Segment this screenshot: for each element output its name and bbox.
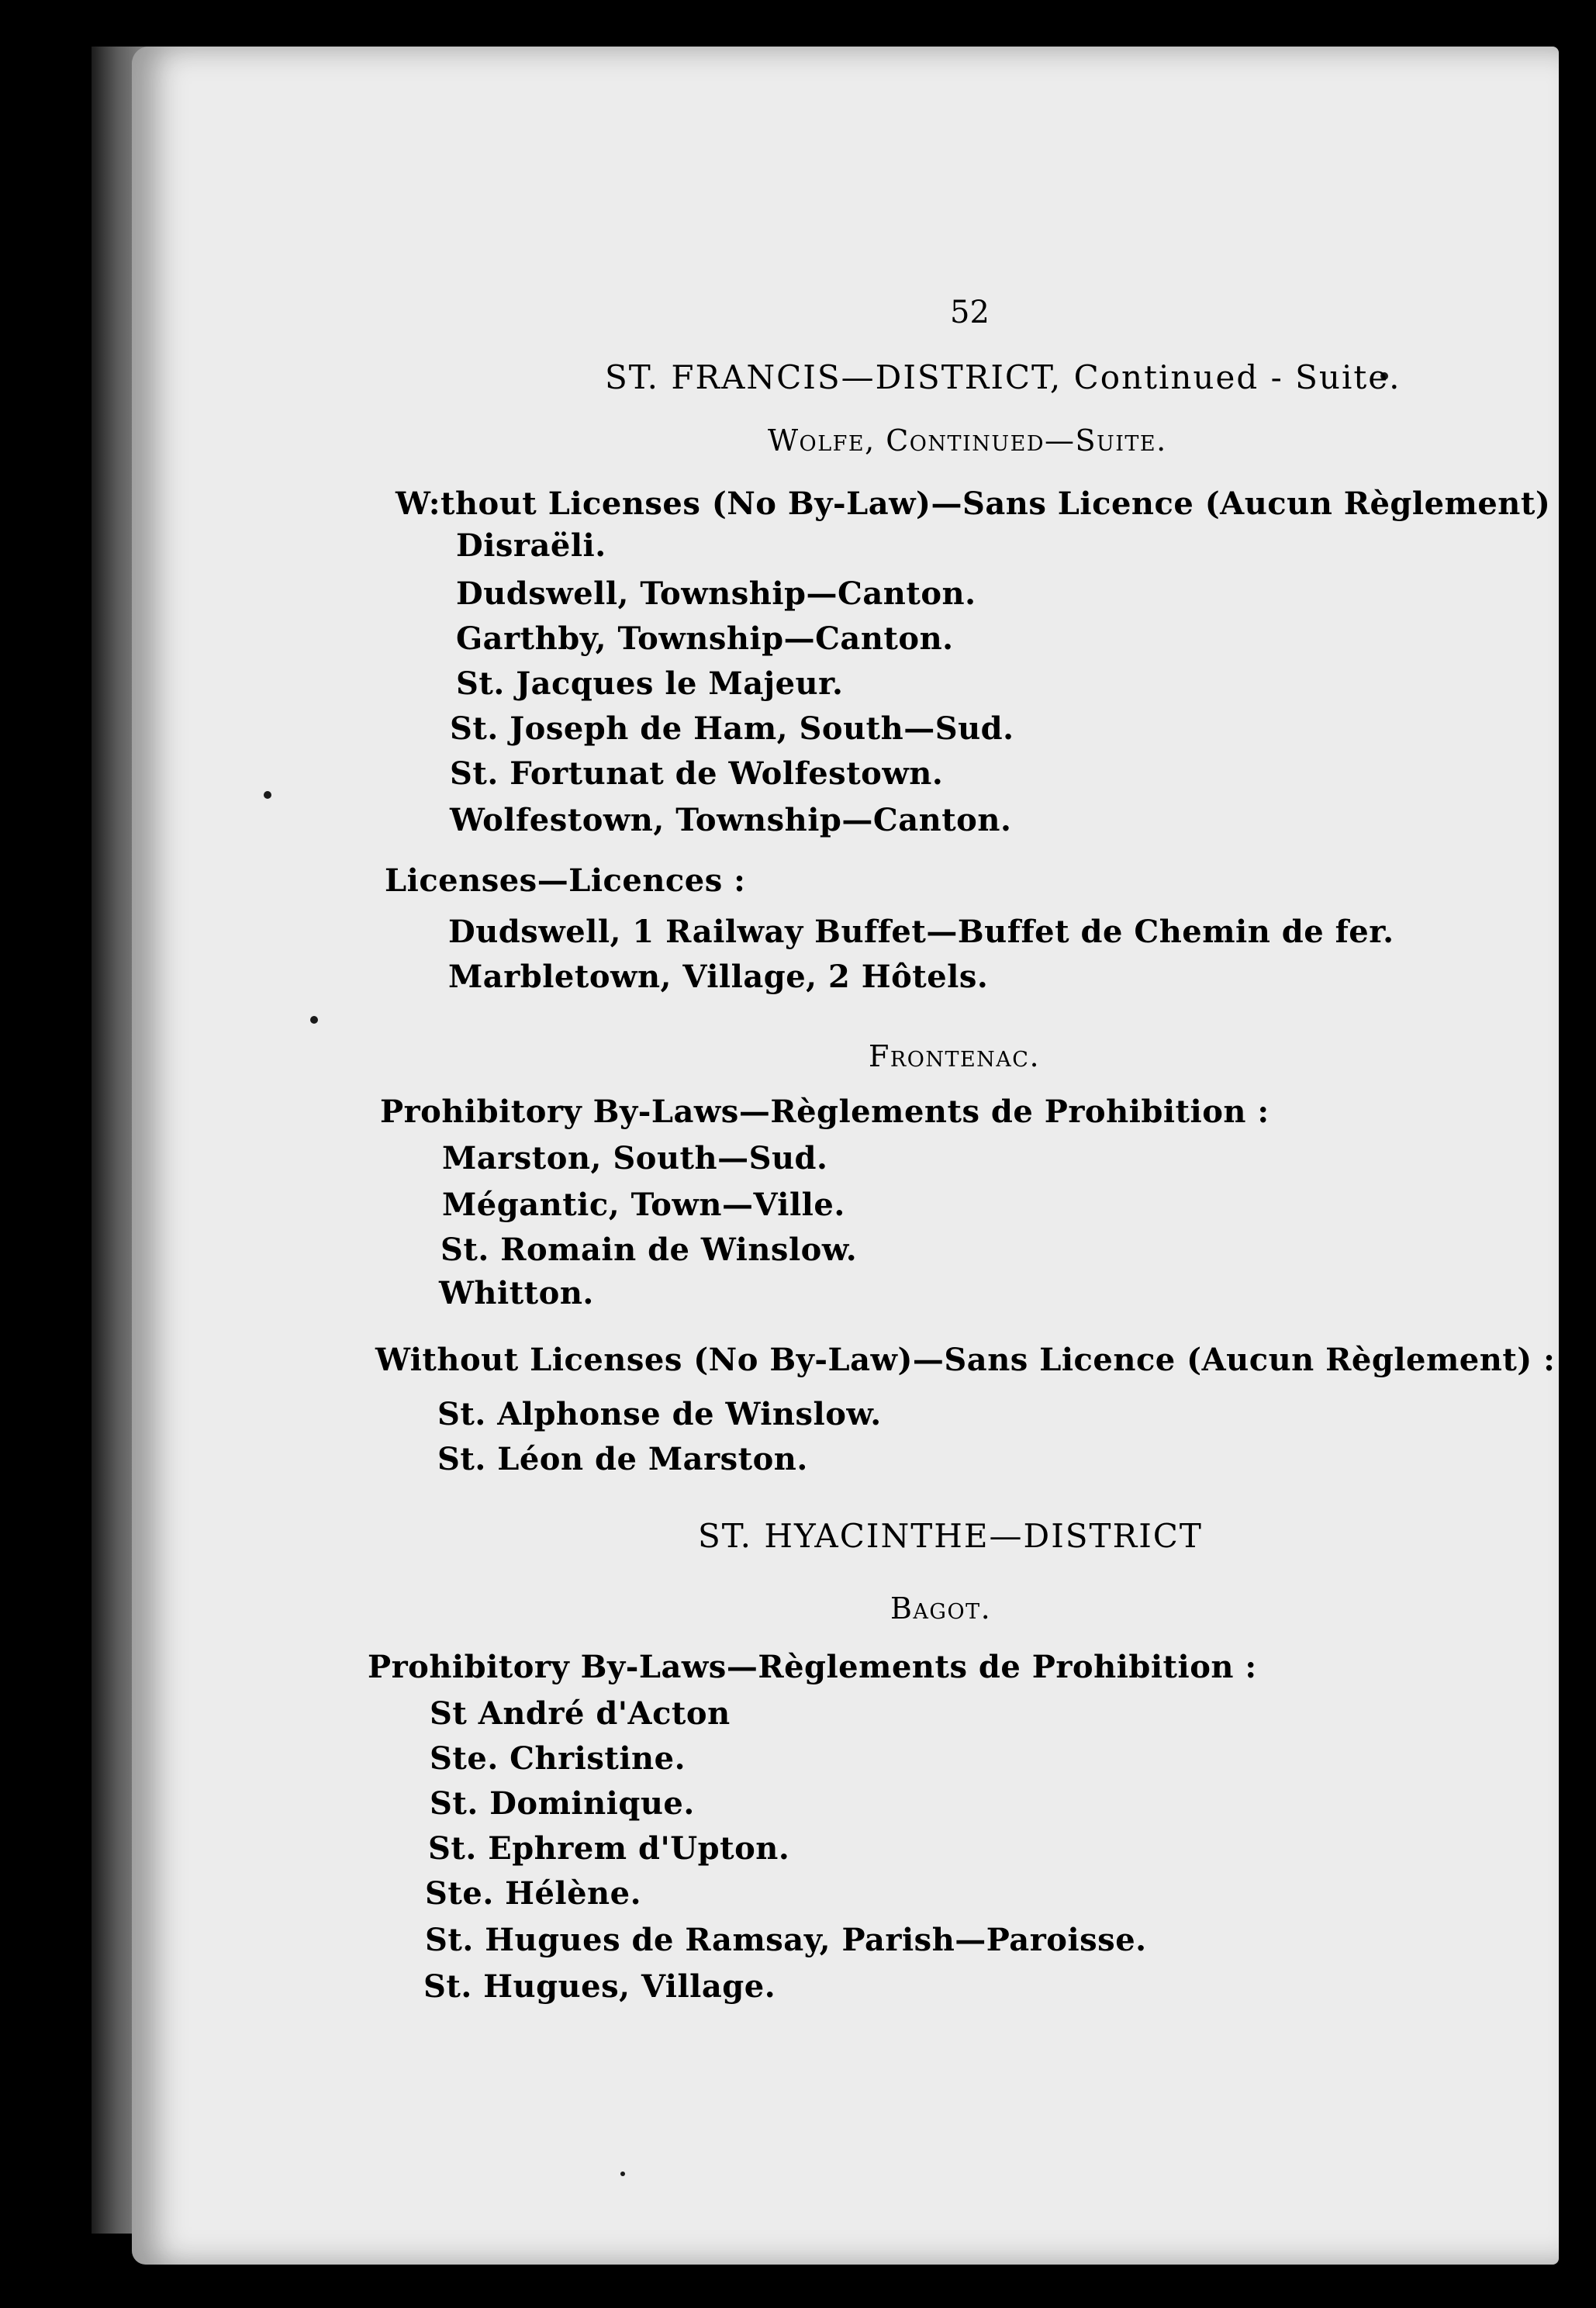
municipality-entry: Ste. Christine. — [430, 1740, 686, 1777]
county-heading: Wolfe, Continued—Suite. — [768, 423, 1167, 458]
district-heading: ST. FRANCIS—DISTRICT, Continued - Suite. — [605, 358, 1401, 396]
county-heading: Bagot. — [890, 1591, 992, 1626]
municipality-entry: St. Joseph de Ham, South—Sud. — [450, 710, 1014, 747]
municipality-entry: St. Fortunat de Wolfestown. — [450, 755, 944, 792]
county-heading: Frontenac. — [869, 1039, 1041, 1073]
page-number: 52 — [950, 295, 990, 330]
municipality-entry: Wolfestown, Township—Canton. — [450, 802, 1012, 838]
category-heading: Licenses—Licences : — [385, 862, 746, 899]
municipality-entry: Whitton. — [439, 1275, 594, 1311]
municipality-entry: St. Romain de Winslow. — [440, 1232, 858, 1268]
municipality-entry: Garthby, Township—Canton. — [456, 620, 954, 657]
municipality-entry: Disraëli. — [456, 527, 606, 564]
ink-speck — [264, 791, 271, 799]
ink-speck — [310, 1016, 318, 1024]
municipality-entry: St. Jacques le Majeur. — [456, 665, 844, 702]
municipality-entry: St. Alphonse de Winslow. — [437, 1396, 882, 1432]
municipality-entry: St. Ephrem d'Upton. — [428, 1830, 790, 1867]
municipality-entry: Dudswell, Township—Canton. — [456, 575, 976, 612]
municipality-entry: St André d'Acton — [430, 1695, 731, 1732]
municipality-entry: Ste. Hélène. — [425, 1875, 642, 1912]
municipality-entry: St. Léon de Marston. — [437, 1441, 808, 1477]
municipality-entry: Marbletown, Village, 2 Hôtels. — [448, 959, 989, 995]
municipality-entry: St. Dominique. — [430, 1785, 695, 1822]
category-heading: Prohibitory By-Laws—Règlements de Prohibition : — [368, 1649, 1257, 1685]
district-heading: ST. HYACINTHE—DISTRICT — [698, 1517, 1203, 1555]
municipality-entry: St. Hugues, Village. — [423, 1968, 776, 2005]
municipality-entry: Dudswell, 1 Railway Buffet—Buffet de Chemin de fer. — [448, 914, 1394, 950]
municipality-entry: Mégantic, Town—Ville. — [442, 1187, 845, 1223]
category-heading: W:thout Licenses (No By-Law)—Sans Licence (Aucun Règlement) : — [396, 485, 1574, 522]
municipality-entry: St. Hugues de Ramsay, Parish—Paroisse. — [425, 1922, 1147, 1958]
ink-speck — [620, 2172, 625, 2176]
category-heading: Prohibitory By-Laws—Règlements de Prohibition : — [380, 1094, 1270, 1130]
category-heading: Without Licenses (No By-Law)—Sans Licence (Aucun Règlement) : — [375, 1342, 1556, 1378]
municipality-entry: Marston, South—Sud. — [442, 1140, 828, 1176]
